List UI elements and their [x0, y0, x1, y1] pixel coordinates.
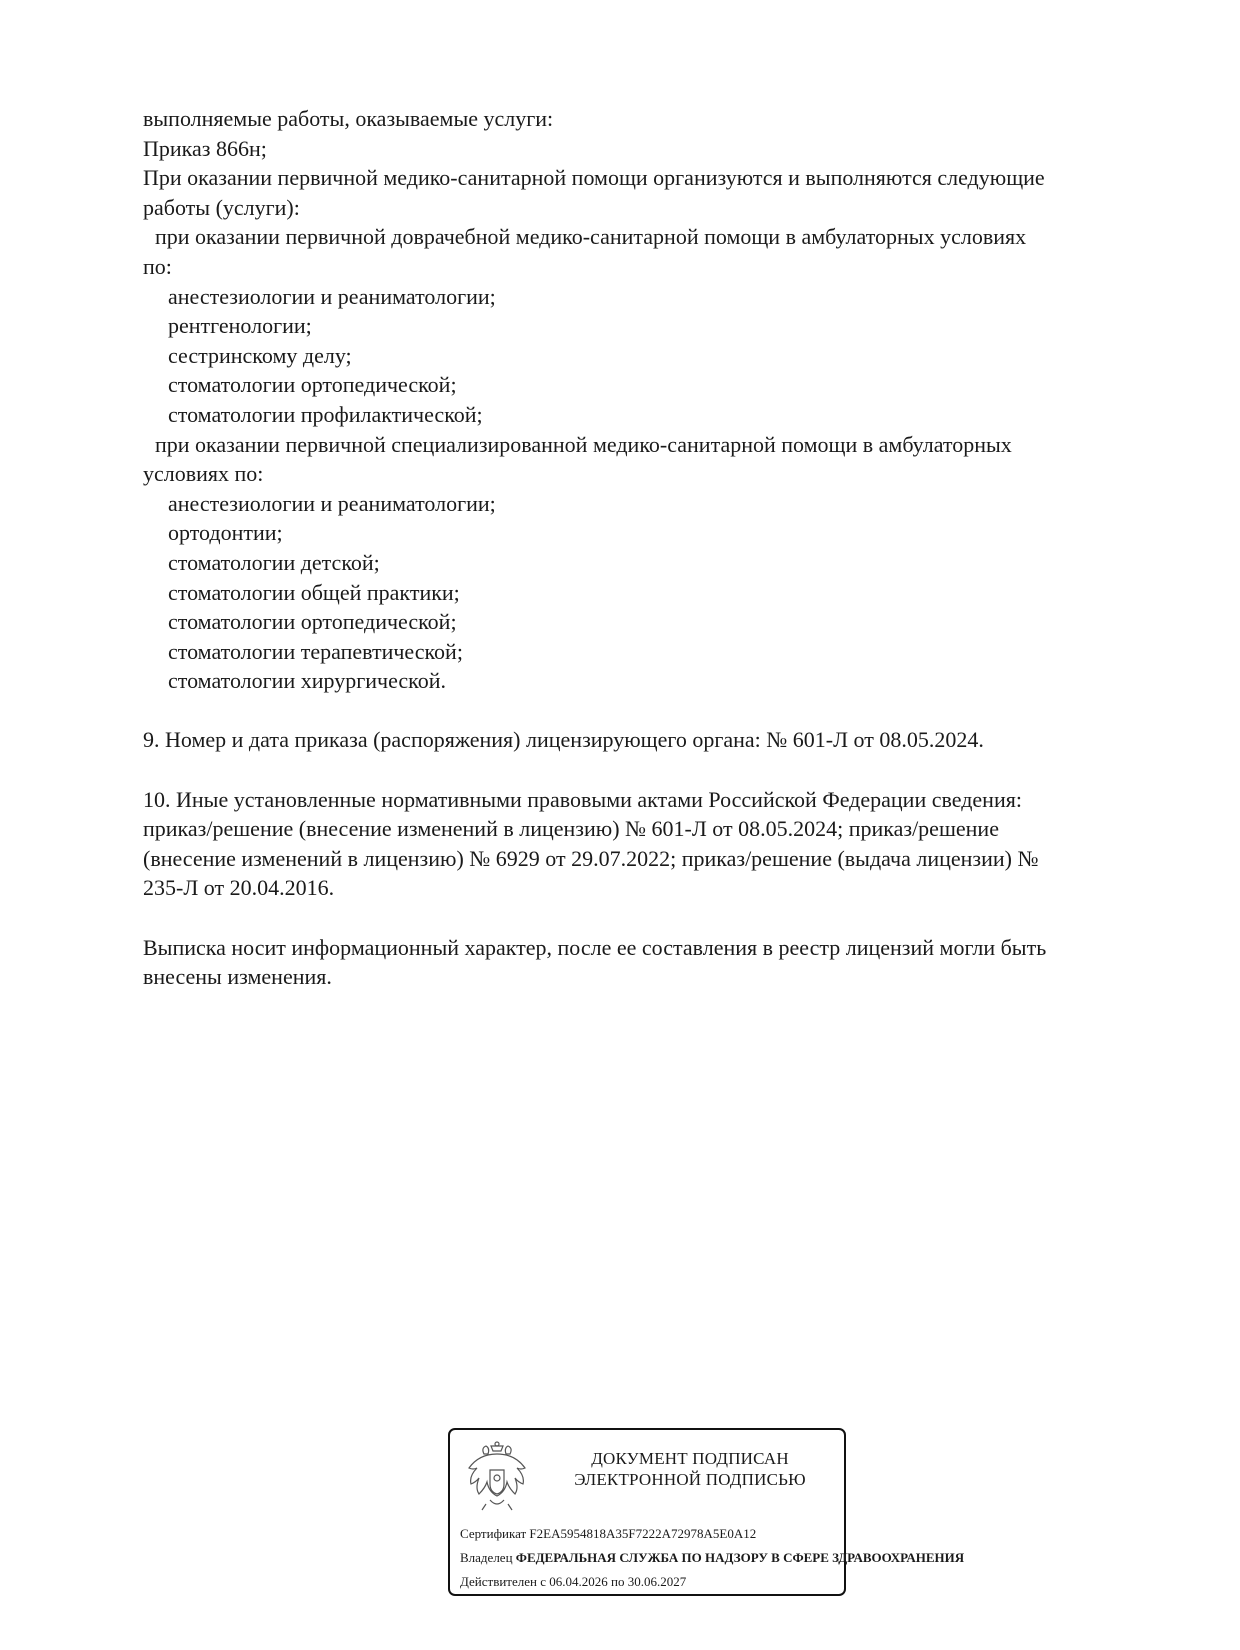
list-item: сестринскому делу; — [168, 342, 352, 368]
list-item: анестезиологии и реаниматологии; — [168, 283, 496, 309]
stamp-title — [540, 1448, 840, 1490]
list-item: ортодонтии; — [168, 520, 283, 546]
spacer — [143, 903, 1143, 933]
section-10-line: 235-Л от 20.04.2016. — [143, 875, 335, 901]
list-item: стоматологии детской; — [168, 549, 380, 575]
list-item: стоматологии терапевтической; — [168, 638, 463, 664]
section-10-line: приказ/решение (внесение изменений в лицензию) № 601-Л от 08.05.2024; приказ/решение — [143, 816, 999, 842]
owner-label: Владелец — [460, 1550, 513, 1565]
text-line: по: — [143, 253, 172, 279]
list-item: стоматологии хирургической. — [168, 668, 446, 694]
owner-name: ФЕДЕРАЛЬНАЯ СЛУЖБА ПО НАДЗОРУ В СФЕРЕ ЗДРАВООХРАНЕНИЯ — [515, 1550, 965, 1565]
text-line: при оказании первичной специализированной медико-санитарной помощи в амбулаторных — [155, 431, 1012, 457]
owner-line — [460, 1550, 964, 1566]
text-line: работы (услуги): — [143, 194, 300, 220]
document-body — [143, 104, 1143, 992]
text-line: Приказ 866н; — [143, 135, 267, 161]
spacer — [143, 755, 1143, 785]
stamp-title-line: ДОКУМЕНТ ПОДПИСАН — [591, 1449, 789, 1468]
stamp-title-line: ЭЛЕКТРОННОЙ ПОДПИСЬЮ — [574, 1470, 806, 1489]
text-line: при оказании первичной доврачебной медико-санитарной помощи в амбулаторных условиях — [155, 224, 1027, 250]
list-item: стоматологии профилактической; — [168, 401, 483, 427]
section-10-line: 10. Иные установленные нормативными правовыми актами Российской Федерации сведения: — [143, 786, 1022, 812]
list-item: анестезиологии и реаниматологии; — [168, 490, 496, 516]
text-line: условиях по: — [143, 461, 264, 487]
text-line: выполняемые работы, оказываемые услуги: — [143, 106, 554, 131]
coat-of-arms-icon — [464, 1440, 530, 1514]
list-item: стоматологии ортопедической; — [168, 609, 457, 635]
section-9: 9. Номер и дата приказа (распоряжения) лицензирующего органа: № 601-Л от 08.05.2024. — [143, 727, 984, 753]
list-item: стоматологии ортопедической; — [168, 372, 457, 398]
note-line: внесены изменения. — [143, 964, 332, 990]
note-line: Выписка носит информационный характер, после ее составления в реестр лицензий могли быть — [143, 934, 1047, 960]
certificate-number: Сертификат F2EA5954818A35F7222A72978A5E0A12 — [460, 1526, 757, 1541]
section-10-line: (внесение изменений в лицензию) № 6929 от 29.07.2022; приказ/решение (выдача лицензии) № — [143, 845, 1039, 871]
signature-stamp — [448, 1428, 965, 1596]
validity-period: Действителен с 06.04.2026 по 30.06.2027 — [460, 1574, 687, 1589]
spacer — [143, 696, 1143, 726]
list-item: стоматологии общей практики; — [168, 579, 460, 605]
list-item: рентгенологии; — [168, 313, 312, 339]
text-line: При оказании первичной медико-санитарной помощи организуются и выполняются следующие — [143, 165, 1045, 191]
